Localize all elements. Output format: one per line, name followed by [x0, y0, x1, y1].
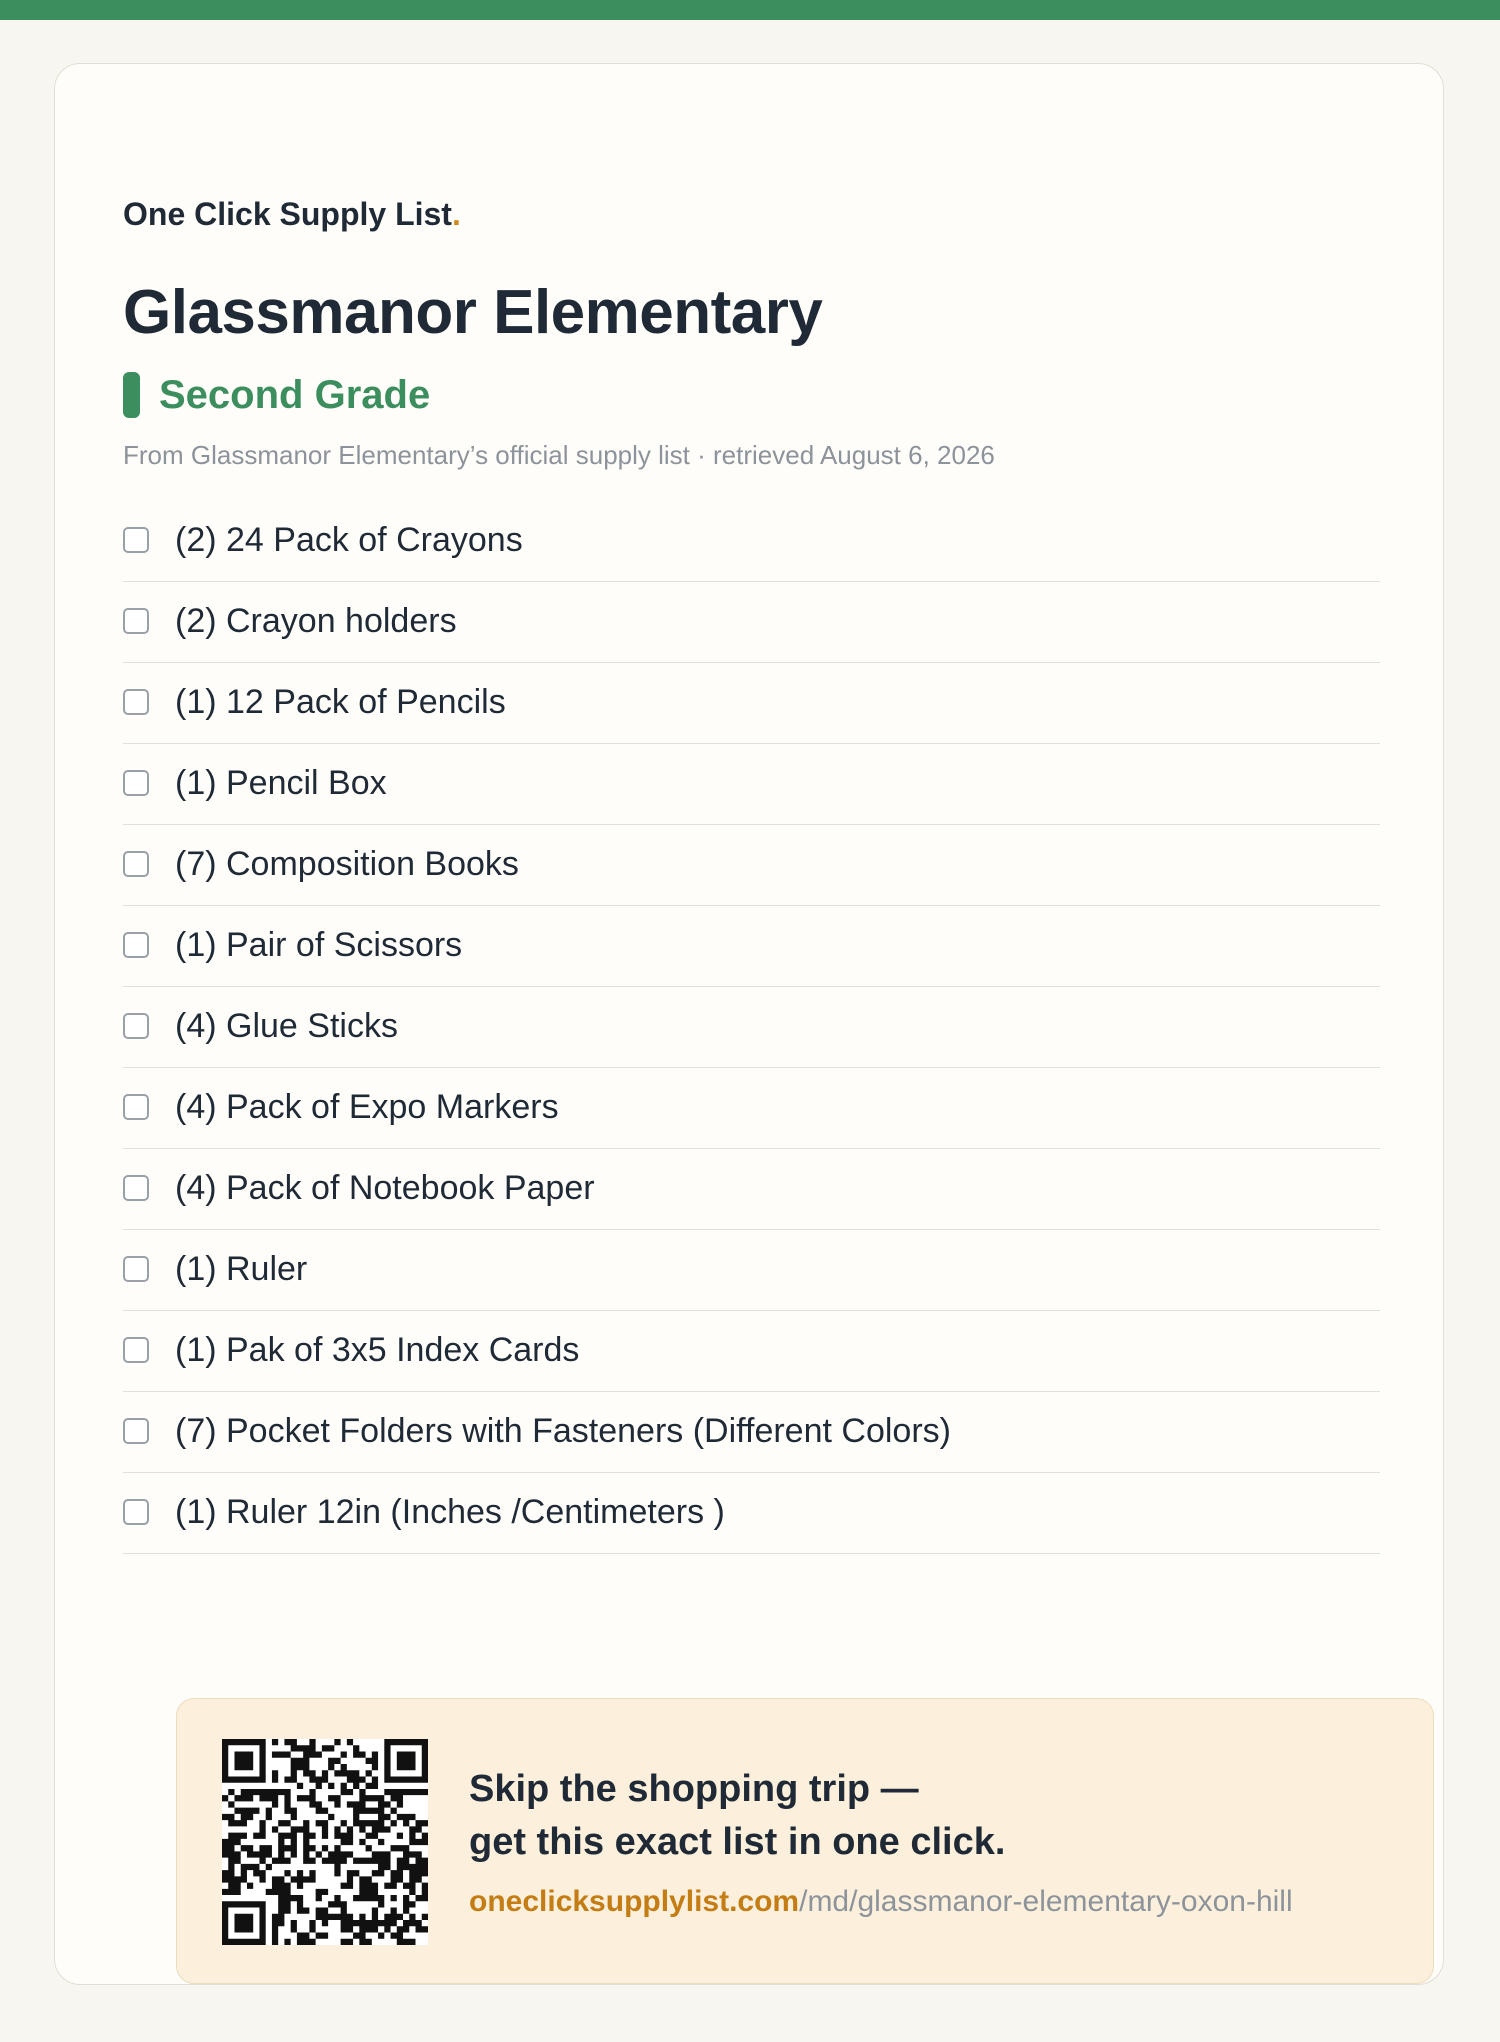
- qr-code-icon[interactable]: [222, 1739, 428, 1945]
- brand-dot: .: [451, 196, 461, 232]
- supply-checkbox[interactable]: [123, 608, 149, 634]
- supply-checkbox[interactable]: [123, 1013, 149, 1039]
- supply-checkbox[interactable]: [123, 1175, 149, 1201]
- supply-item-label: (2) 24 Pack of Crayons: [175, 521, 523, 559]
- supply-item[interactable]: [123, 744, 1380, 825]
- supply-item[interactable]: [123, 1473, 1380, 1554]
- promo-url-path: /md/glassmanor-elementary-oxon-hill: [799, 1885, 1293, 1918]
- supply-checkbox[interactable]: [123, 1337, 149, 1363]
- grade-heading: [123, 372, 430, 418]
- supply-item-label: (1) Pencil Box: [175, 764, 387, 802]
- promo-headline: [469, 1763, 1005, 1869]
- brand-name: One Click Supply List: [123, 196, 452, 232]
- promo-url-link[interactable]: [469, 1887, 1293, 1917]
- supply-item[interactable]: [123, 1230, 1380, 1311]
- supply-checkbox[interactable]: [123, 527, 149, 553]
- supply-checkbox[interactable]: [123, 1256, 149, 1282]
- supply-item[interactable]: [123, 825, 1380, 906]
- supply-item[interactable]: [123, 906, 1380, 987]
- supply-item-label: (1) Ruler: [175, 1250, 308, 1288]
- supply-item-label: (7) Pocket Folders with Fasteners (Different Colors): [175, 1412, 951, 1450]
- supply-checkbox[interactable]: [123, 1499, 149, 1525]
- school-title: Glassmanor Elementary: [123, 278, 823, 347]
- supply-checkbox[interactable]: [123, 932, 149, 958]
- supply-item[interactable]: [123, 663, 1380, 744]
- supply-checkbox[interactable]: [123, 770, 149, 796]
- supply-item[interactable]: [123, 1068, 1380, 1149]
- supply-item-label: (1) Pak of 3x5 Index Cards: [175, 1331, 580, 1369]
- supply-item[interactable]: [123, 987, 1380, 1068]
- supply-checklist: [123, 501, 1380, 1554]
- supply-list-card: [54, 63, 1444, 1985]
- supply-item[interactable]: [123, 1149, 1380, 1230]
- supply-checkbox[interactable]: [123, 851, 149, 877]
- promo-headline-line-1: Skip the shopping trip —: [469, 1768, 919, 1810]
- grade-label: Second Grade: [159, 373, 431, 417]
- supply-checkbox[interactable]: [123, 1418, 149, 1444]
- supply-item[interactable]: [123, 1311, 1380, 1392]
- source-note: From Glassmanor Elementary’s official supply list · retrieved August 6, 2026: [123, 440, 995, 470]
- promo-banner: [176, 1698, 1434, 1984]
- supply-item-label: (1) 12 Pack of Pencils: [175, 683, 506, 721]
- brand-logo[interactable]: [123, 198, 461, 230]
- promo-url-domain: oneclicksupplylist.com: [469, 1885, 800, 1918]
- supply-item-label: (4) Pack of Notebook Paper: [175, 1169, 595, 1207]
- grade-accent-bar: [123, 372, 140, 418]
- supply-item[interactable]: [123, 501, 1380, 582]
- supply-checkbox[interactable]: [123, 689, 149, 715]
- promo-headline-line-2: get this exact list in one click.: [469, 1821, 1006, 1863]
- supply-item-label: (1) Pair of Scissors: [175, 926, 463, 964]
- supply-item-label: (1) Ruler 12in (Inches /Centimeters ): [175, 1493, 725, 1531]
- supply-item[interactable]: [123, 1392, 1380, 1473]
- supply-checkbox[interactable]: [123, 1094, 149, 1120]
- supply-item[interactable]: [123, 582, 1380, 663]
- supply-item-label: (4) Pack of Expo Markers: [175, 1088, 559, 1126]
- supply-item-label: (7) Composition Books: [175, 845, 519, 883]
- top-accent-bar: [0, 0, 1500, 20]
- supply-item-label: (4) Glue Sticks: [175, 1007, 398, 1045]
- supply-item-label: (2) Crayon holders: [175, 602, 457, 640]
